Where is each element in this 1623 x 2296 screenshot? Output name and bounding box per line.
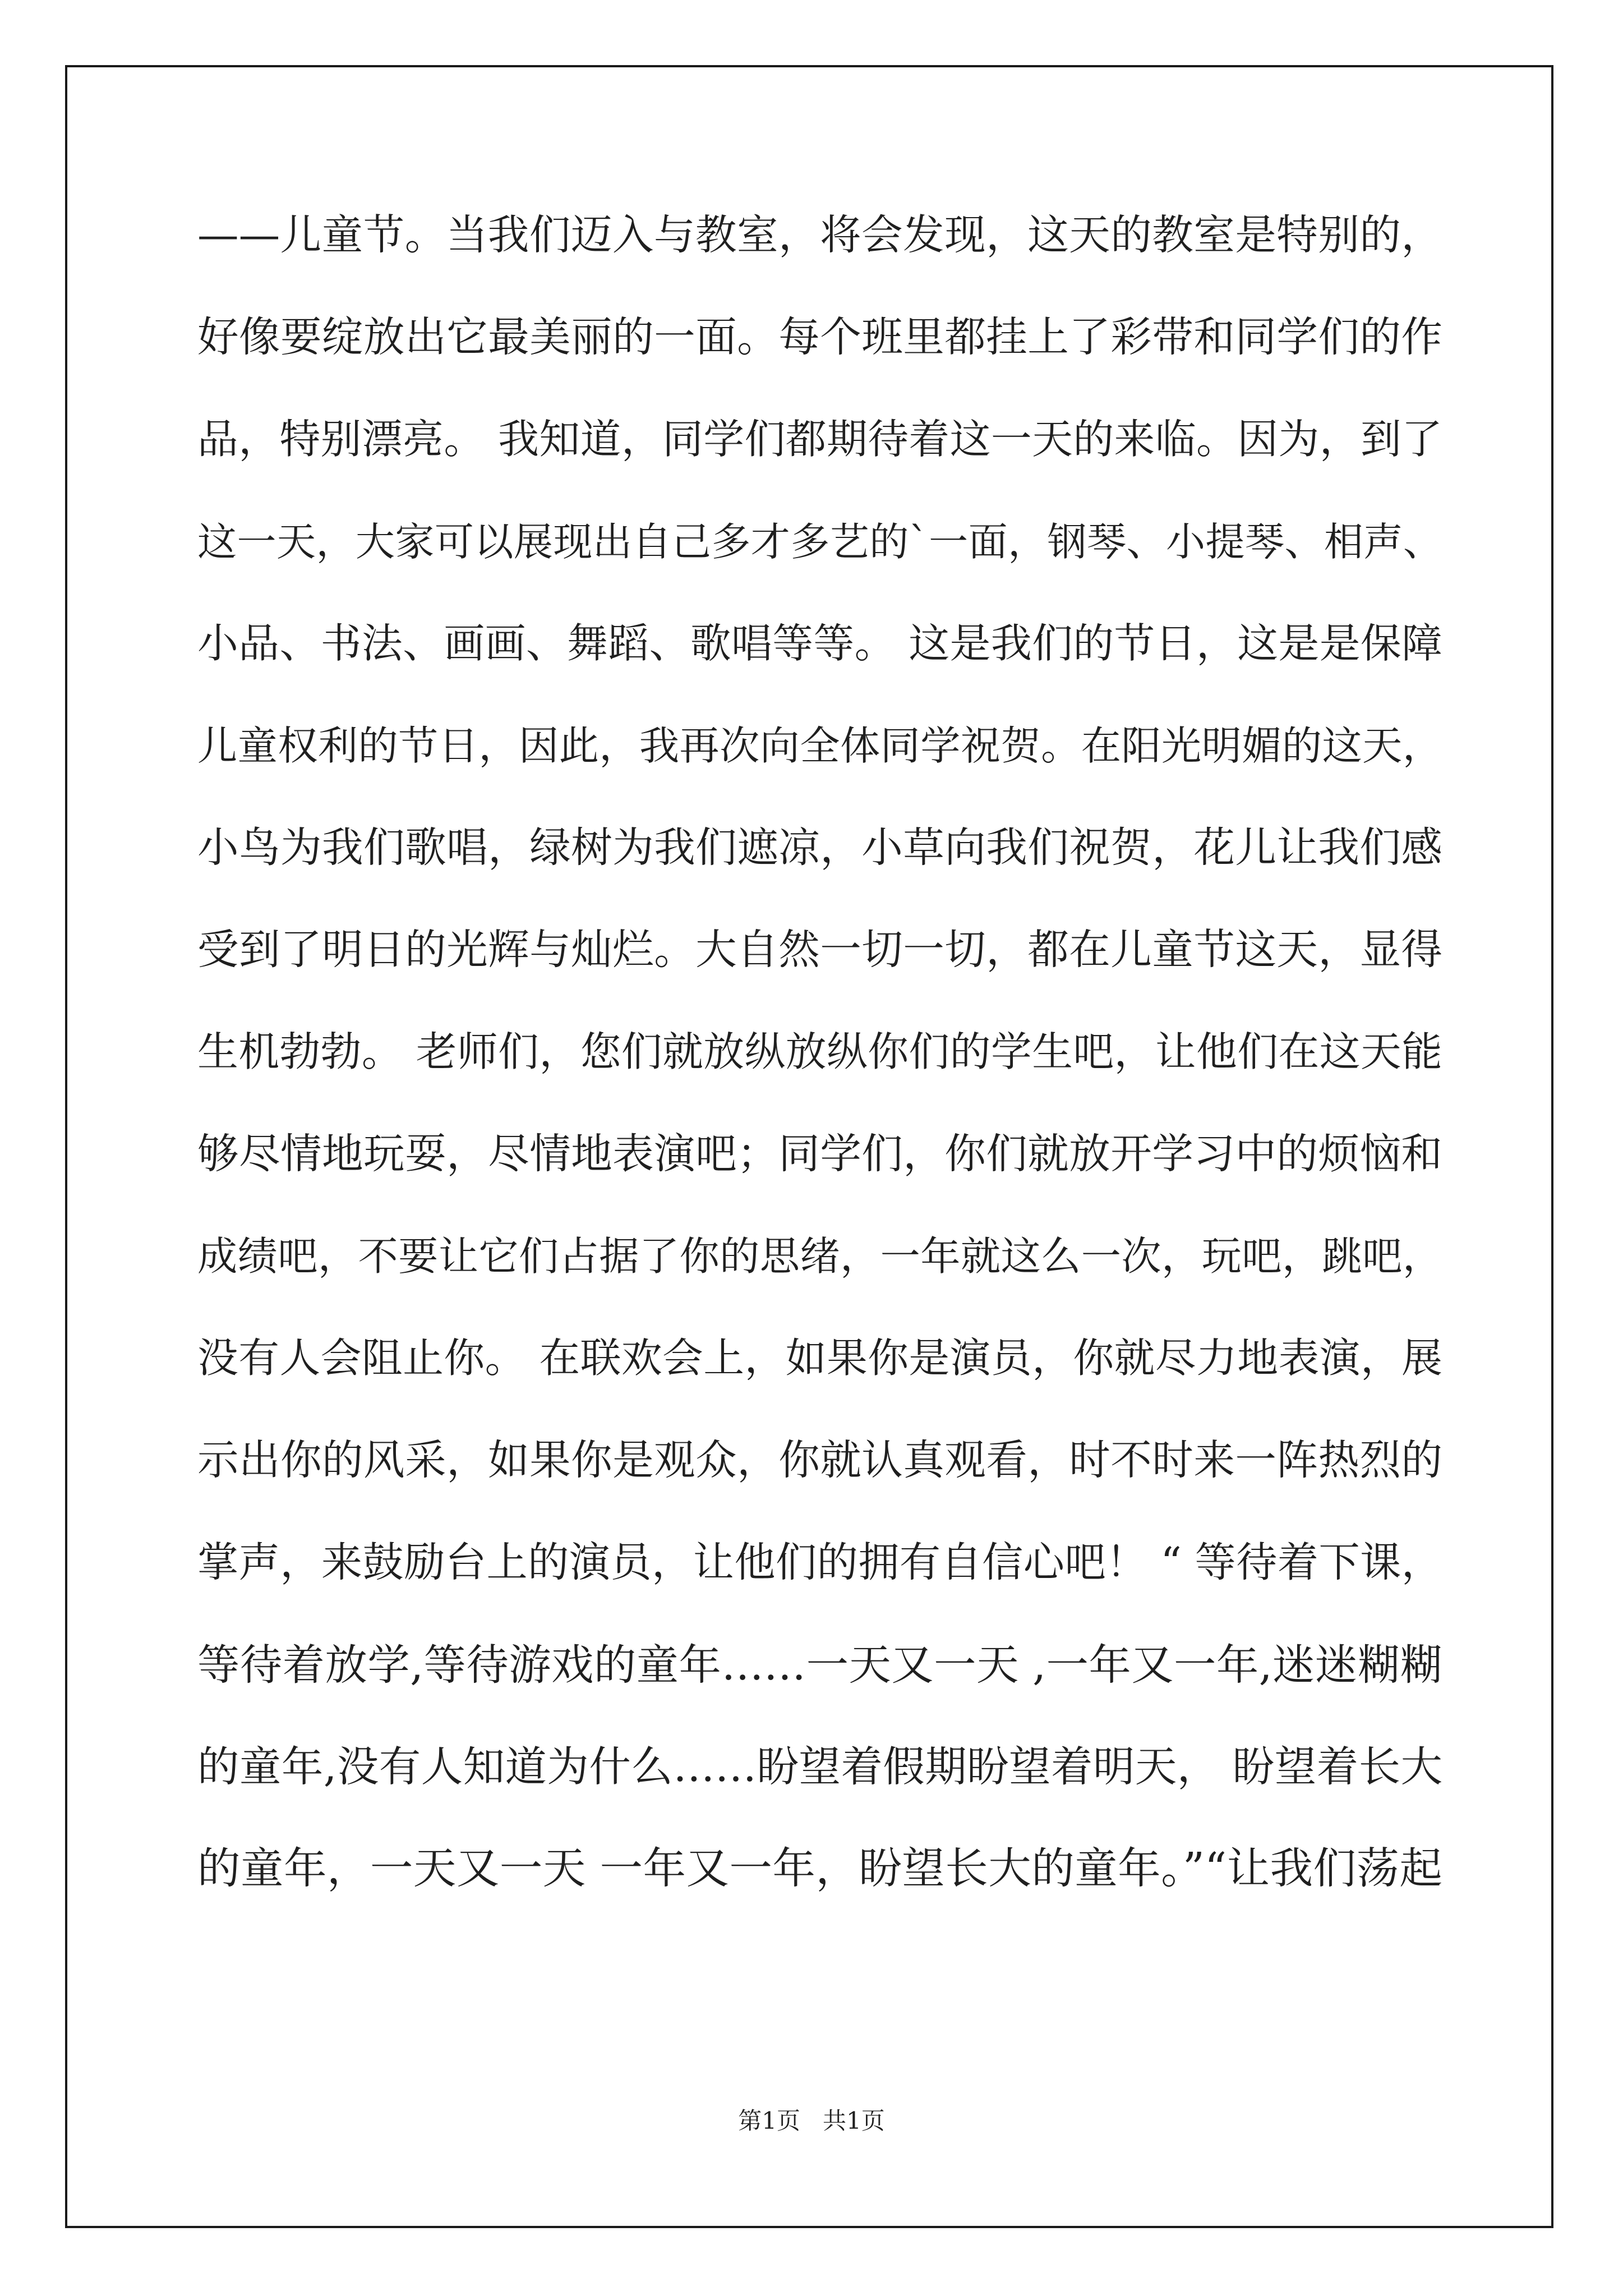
text-line: 没有人会阻止你。 在联欢会上，如果你是演员，你就尽力地表演，展 [197, 1335, 1442, 1382]
text-line: 示出你的风采，如果你是观众，你就认真观看，时不时来一阵热烈的 [197, 1437, 1442, 1484]
text-line: 小鸟为我们歌唱，绿树为我们遮凉，小草向我们祝贺，花儿让我们感 [197, 824, 1442, 872]
text-line: 够尽情地玩耍，尽情地表演吧；同学们，你们就放开学习中的烦恼和 [197, 1130, 1442, 1178]
document-body [197, 208, 1442, 1943]
text-line: 掌声，来鼓励台上的演员，让他们的拥有自信心吧！ “ 等待着下课， [197, 1539, 1442, 1586]
text-line: 小品、书法、画画、舞蹈、歌唱等等。 这是我们的节日，这是是保障 [197, 620, 1442, 668]
text-line: 好像要绽放出它最美丽的一面。每个班里都挂上了彩带和同学们的作 [197, 314, 1442, 361]
text-line: 等待着放学,等待游戏的童年……一天又一天 ,一年又一年,迷迷糊糊 [197, 1640, 1442, 1690]
text-line: ——儿童节。当我们迈入与教室，将会发现，这天的教室是特别的， [197, 211, 1442, 259]
page-number-footer: 第1页 共1页 [738, 2107, 885, 2134]
text-line: 成绩吧，不要让它们占据了你的思绪，一年就这么一次，玩吧，跳吧， [197, 1233, 1442, 1280]
text-line: 生机勃勃。 老师们，您们就放纵放纵你们的学生吧，让他们在这天能 [197, 1028, 1442, 1076]
text-line: 的童年，一天又一天 一年又一年，盼望长大的童年。”“让我们荡起 [197, 1844, 1442, 1894]
text-line: 品，特别漂亮。 我知道，同学们都期待着这一天的来临。因为，到了 [197, 416, 1442, 463]
text-line: 受到了明日的光辉与灿烂。大自然一切一切，都在儿童节这天，显得 [197, 926, 1442, 974]
text-line: 的童年,没有人知道为什么……盼望着假期盼望着明天， 盼望着长大 [197, 1742, 1442, 1791]
text-line: 儿童权利的节日，因此，我再次向全体同学祝贺。在阳光明媚的这天， [197, 723, 1442, 769]
text-line: 这一天，大家可以展现出自己多才多艺的`一面，钢琴、小提琴、相声、 [197, 519, 1442, 565]
